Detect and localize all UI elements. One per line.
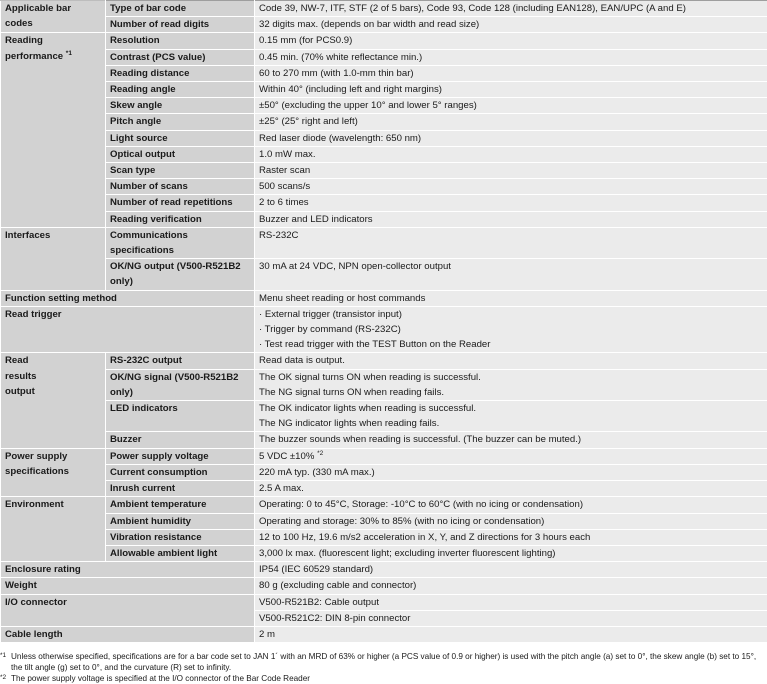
value-reading-item: Raster scan [255, 163, 767, 179]
value-enclosure-rating: IP54 (IEC 60529 standard) [255, 562, 767, 578]
label-reading-item: Pitch angle [106, 114, 255, 130]
value-communications-specifications: RS-232C [255, 227, 767, 258]
category-function-setting-method: Function setting method [1, 290, 255, 306]
table-row [1, 259, 767, 290]
table-row [1, 545, 767, 561]
table-row [1, 626, 767, 642]
value-read-trigger [255, 306, 767, 353]
table-row [1, 163, 767, 179]
label-reading-item: Number of read repetitions [106, 195, 255, 211]
label-buzzer: Buzzer [106, 432, 255, 448]
value-line: The OK indicator lights when reading is successful. [259, 401, 763, 416]
value-reading-item: Buzzer and LED indicators [255, 211, 767, 227]
category-cable-length: Cable length [1, 626, 255, 642]
category-applicable-bar-codes: Applicable bar codes [1, 1, 106, 33]
footnote-ref-2: *2 [317, 450, 323, 457]
label-type-of-bar-code: Type of bar code [106, 1, 255, 17]
value-reading-item: Within 40° (including left and right margins) [255, 82, 767, 98]
value-reading-item: 1.0 mW max. [255, 146, 767, 162]
value-inrush-current: 2.5 A max. [255, 481, 767, 497]
table-row [1, 448, 767, 464]
value-okng-output: 30 mA at 24 VDC, NPN open-collector output [255, 259, 767, 290]
label-number-of-read-digits: Number of read digits [106, 17, 255, 33]
table-row [1, 464, 767, 480]
value-rs232c-output: Read data is output. [255, 353, 767, 369]
category-enclosure-rating: Enclosure rating [1, 562, 255, 578]
category-weight: Weight [1, 578, 255, 594]
table-row [1, 497, 767, 513]
footnote-mark: *2 [0, 673, 11, 684]
value-current-consumption: 220 mA typ. (330 mA max.) [255, 464, 767, 480]
label-reading-item: Reading angle [106, 82, 255, 98]
label-reading-item: Light source [106, 130, 255, 146]
category-reading-performance-label: Reading performance [5, 35, 63, 61]
label-reading-item: Optical output [106, 146, 255, 162]
value-reading-item: 2 to 6 times [255, 195, 767, 211]
table-row [1, 179, 767, 195]
value-environment-item: 3,000 lx max. (fluorescent light; excluding inverter fluorescent lighting) [255, 545, 767, 561]
value-power-supply-voltage [255, 448, 767, 464]
table-row [1, 369, 767, 400]
table-row [1, 562, 767, 578]
label-reading-item: Reading verification [106, 211, 255, 227]
table-row [1, 98, 767, 114]
category-environment: Environment [1, 497, 106, 562]
value-reading-item: 500 scans/s [255, 179, 767, 195]
category-line: Read [5, 353, 101, 368]
value-type-of-bar-code: Code 39, NW-7, ITF, STF (2 of 5 bars), Code 93, Code 128 (including EAN128), EAN/UPC (A and E) [255, 1, 767, 17]
value-okng-signal [255, 369, 767, 400]
table-row [1, 130, 767, 146]
category-read-trigger: Read trigger [1, 306, 255, 353]
category-io-connector: I/O connector [1, 594, 255, 626]
footnotes [0, 643, 767, 684]
value-led-indicators [255, 401, 767, 432]
footnote-1 [0, 651, 767, 673]
category-read-results-output [1, 353, 106, 448]
label-communications-specifications: Communications specifications [106, 227, 255, 258]
table-row [1, 306, 767, 353]
label-reading-item: Contrast (PCS value) [106, 49, 255, 65]
label-power-supply-voltage: Power supply voltage [106, 448, 255, 464]
category-reading-performance [1, 33, 106, 227]
label-current-consumption: Current consumption [106, 464, 255, 480]
table-row [1, 290, 767, 306]
table-row [1, 33, 767, 49]
label-okng-signal: OK/NG signal (V500-R521B2 only) [106, 369, 255, 400]
value-environment-item: Operating and storage: 30% to 85% (with no icing or condensation) [255, 513, 767, 529]
footnote-mark: *1 [0, 651, 11, 673]
value-reading-item: Red laser diode (wavelength: 650 nm) [255, 130, 767, 146]
category-line: output [5, 384, 101, 399]
voltage-text: 5 VDC ±10% [259, 451, 314, 462]
label-environment-item: Ambient humidity [106, 513, 255, 529]
table-row [1, 353, 767, 369]
table-row [1, 578, 767, 594]
value-reading-item: 0.15 mm (for PCS0.9) [255, 33, 767, 49]
label-reading-item: Scan type [106, 163, 255, 179]
table-row [1, 82, 767, 98]
read-trigger-line: · External trigger (transistor input) [259, 307, 763, 322]
table-row [1, 227, 767, 258]
value-environment-item: Operating: 0 to 45°C, Storage: -10°C to 60°C (with no icing or condensation) [255, 497, 767, 513]
table-row [1, 211, 767, 227]
category-line: Power supply [5, 449, 101, 464]
value-reading-item: ±25° (25° right and left) [255, 114, 767, 130]
label-environment-item: Allowable ambient light [106, 545, 255, 561]
footnote-text: Unless otherwise specified, specifications are for a bar code set to JAN 1´ with an MRD of 63% or higher (a PCS value of 0.9 or higher) is used with the pitch angle (a) set to 0°, the skew angle (b) set to 15°, the tilt angle (g) set to 0°, and the curvature (R) set to infinity. [11, 651, 767, 673]
read-trigger-line: · Trigger by command (RS-232C) [259, 322, 763, 337]
label-okng-output: OK/NG output (V500-R521B2 only) [106, 259, 255, 290]
label-reading-item: Number of scans [106, 179, 255, 195]
category-line: results [5, 369, 101, 384]
table-row [1, 1, 767, 17]
value-function-setting-method: Menu sheet reading or host commands [255, 290, 767, 306]
footnote-2 [0, 673, 767, 684]
table-row [1, 146, 767, 162]
value-reading-item: 60 to 270 mm (with 1.0-mm thin bar) [255, 65, 767, 81]
label-reading-item: Skew angle [106, 98, 255, 114]
value-reading-item: 0.45 min. (70% white reflectance min.) [255, 49, 767, 65]
value-io-connector-c2: V500-R521C2: DIN 8-pin connector [255, 610, 767, 626]
table-row [1, 401, 767, 432]
value-number-of-read-digits: 32 digits max. (depends on bar width and read size) [255, 17, 767, 33]
label-inrush-current: Inrush current [106, 481, 255, 497]
value-line: The NG signal turns ON when reading fails. [259, 385, 763, 400]
value-io-connector-b2: V500-R521B2: Cable output [255, 594, 767, 610]
label-reading-item: Resolution [106, 33, 255, 49]
footnote-text: The power supply voltage is specified at the I/O connector of the Bar Code Reader [11, 673, 767, 684]
label-led-indicators: LED indicators [106, 401, 255, 432]
category-power-supply-specifications [1, 448, 106, 497]
value-buzzer: The buzzer sounds when reading is successful. (The buzzer can be muted.) [255, 432, 767, 448]
table-row [1, 513, 767, 529]
label-rs232c-output: RS-232C output [106, 353, 255, 369]
table-row [1, 65, 767, 81]
table-row [1, 114, 767, 130]
table-row [1, 529, 767, 545]
value-environment-item: 12 to 100 Hz, 19.6 m/s2 acceleration in X, Y, and Z directions for 3 hours each [255, 529, 767, 545]
label-reading-item: Reading distance [106, 65, 255, 81]
table-row [1, 432, 767, 448]
table-row [1, 49, 767, 65]
category-interfaces: Interfaces [1, 227, 106, 290]
value-line: The NG indicator lights when reading fails. [259, 416, 763, 431]
label-environment-item: Ambient temperature [106, 497, 255, 513]
value-reading-item: ±50° (excluding the upper 10° and lower 5° ranges) [255, 98, 767, 114]
value-weight: 80 g (excluding cable and connector) [255, 578, 767, 594]
read-trigger-line: · Test read trigger with the TEST Button on the Reader [259, 337, 763, 352]
label-environment-item: Vibration resistance [106, 529, 255, 545]
category-line: specifications [5, 464, 101, 479]
table-row [1, 481, 767, 497]
table-row [1, 195, 767, 211]
table-row [1, 17, 767, 33]
value-line: The OK signal turns ON when reading is successful. [259, 370, 763, 385]
footnote-ref-1: *1 [66, 50, 72, 57]
table-row [1, 594, 767, 610]
value-cable-length: 2 m [255, 626, 767, 642]
